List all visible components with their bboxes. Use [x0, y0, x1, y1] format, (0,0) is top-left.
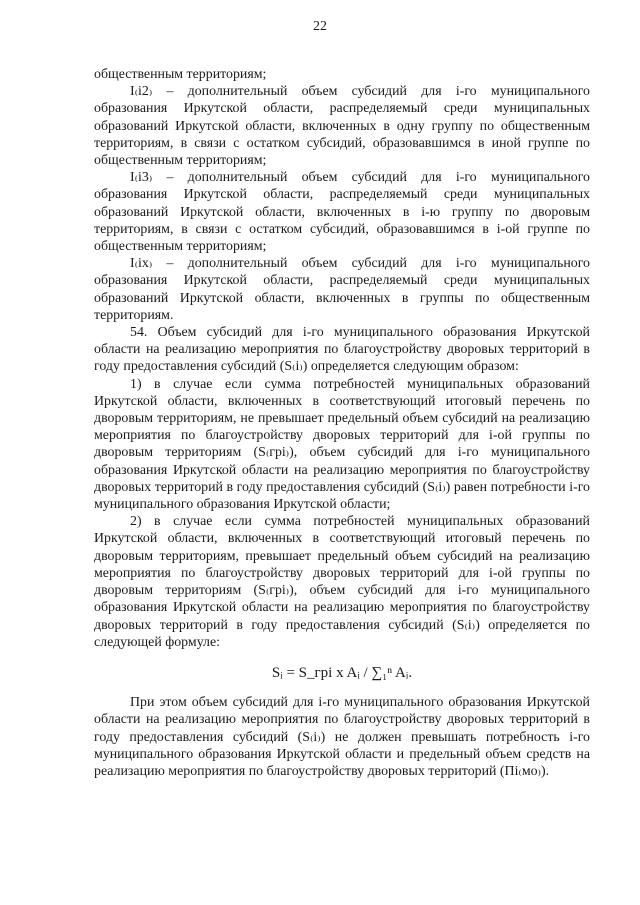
document-body — [94, 66, 590, 780]
paragraph-case-2: 2) в случае если сумма потребностей муниципальных образований Иркутской области, включенных в соответствующий итоговый перечень по дворовым территориям, превышает предельный объем субсидий на реализацию мероприятия по благоустройству дворовых территорий для i-ой группы по дворовым территориям (S₍гpi₎), объем субсидий для i-го муниципального образования Иркутской области на реализацию мероприятия по благоустройству дворовых территорий в году предоставления субсидий (S₍i₎) определяется по следующей формуле: — [94, 514, 590, 650]
paragraph-case-1: 1) в случае если сумма потребностей муниципальных образований Иркутской области, включенных в соответствующий итоговый перечень по дворовым территориям, не превышает предельный объем субсидий на реализацию мероприятия по благоустройству дворовых территорий для i-ой группы по дворовым территориям (S₍гpi₎), объем субсидий для i-го муниципального образования Иркутской области на реализацию мероприятия по благоустройству дворовых территорий в году предоставления субсидий (S₍i₎) равен потребности i-го муниципального образования Иркутской области; — [94, 376, 590, 513]
paragraph-i2: I₍i2₎ – дополнительный объем субсидий для i-го муниципального образования Иркутской области, распределяемый среди муниципальных образований Иркутской области, включенных в одну группу по общественным территориям, в связи с остатком субсидий, образовавшимся в иной группе по общественным территориям; — [94, 84, 590, 169]
paragraph-i3: I₍i3₎ – дополнительный объем субсидий для i-го муниципального образования Иркутской области, распределяемый среди муниципальных образований Иркутской области, включенных в i-ю группу по дворовым территориям, в связи с остатком субсидий, образовавшимся в i-ой группе по общественным территориям; — [94, 170, 590, 255]
formula: Sᵢ = S_грi x Aᵢ / ∑₁ⁿ Aᵢ. — [271, 664, 413, 681]
paragraph-ix: I₍ix₎ – дополнительный объем субсидий для i-го муниципального образования Иркутской области, распределяемый среди муниципальных образований Иркутской области, включенных в группы по общественным территориям. — [94, 256, 590, 323]
paragraph-0: общественным территориям; — [94, 67, 267, 82]
closing-paragraph: При этом объем субсидий для i-го муниципального образования Иркутской области на реализацию мероприятия по благоустройству дворовых территорий в году предоставления субсидий (S₍i₎) не должен превышать потребность i-го муниципального образования Иркутской области и предельный объем средств на реализацию мероприятия по благоустройству дворовых территорий (Пi₍мо₎). — [94, 695, 590, 779]
page-number: 22 — [313, 19, 327, 34]
paragraph-54: 54. Объем субсидий для i-го муниципального образования Иркутской области на реализацию мероприятия по благоустройству дворовых территорий в году предоставления субсидий (S₍i₎) определяется следующим образом: — [94, 325, 590, 375]
